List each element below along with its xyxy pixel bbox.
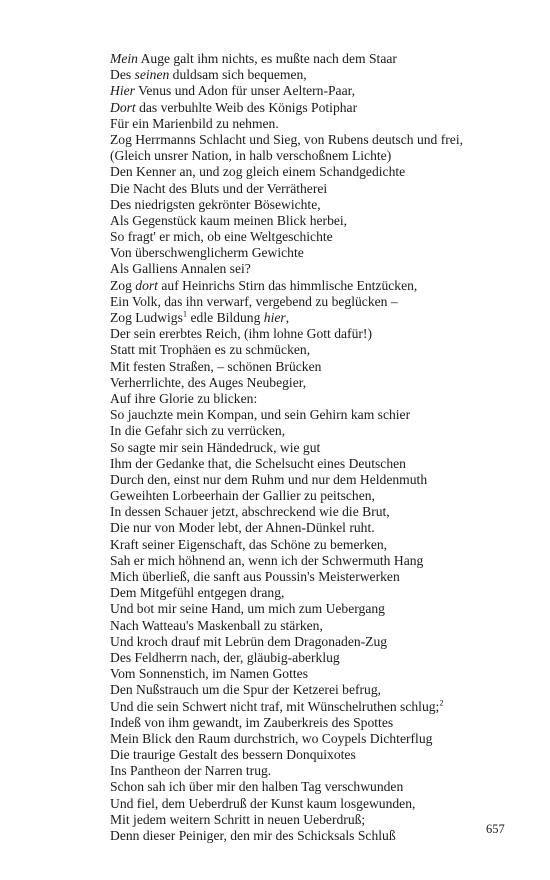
poem-line	[110, 181, 530, 197]
italic-word: dort	[135, 277, 158, 293]
poem-line	[110, 326, 530, 342]
italic-word: hier	[263, 310, 286, 325]
poem-line	[110, 666, 530, 682]
line-text: Den Kenner an, und zog gleich einem Schandgedichte	[110, 164, 406, 180]
line-text: Von überschwenglicherm Gewichte	[110, 245, 304, 261]
footnote-marker: 2	[439, 696, 444, 707]
line-text: Den Nußstrauch um die Spur der Ketzerei befrug,	[110, 682, 382, 698]
line-text: auf Heinrichs Stirn das himmlische Entzücken,	[157, 277, 418, 293]
poem-line	[110, 696, 530, 715]
line-text: Und bot mir seine Hand, um mich zum Uebergang	[110, 601, 385, 617]
poem-line	[110, 747, 530, 763]
poem-line	[110, 569, 530, 585]
line-text: So fragt' er mich, ob eine Weltgeschichte	[110, 229, 333, 245]
poem-line	[110, 634, 530, 650]
line-text: Ihm der Gedanke that, die Schelsucht eines Deutschen	[110, 455, 406, 471]
line-text: Mit festen Straßen, – schönen Brücken	[110, 358, 322, 374]
line-text: Vom Sonnenstich, im Namen Gottes	[110, 666, 308, 682]
line-text: Und die sein Schwert nicht traf, mit Wünschelruthen schlug;	[110, 698, 440, 714]
poem-line	[110, 812, 530, 828]
line-text: In die Gefahr sich zu verrücken,	[110, 423, 286, 439]
poem-line	[110, 488, 530, 504]
poem-line	[110, 342, 530, 358]
poem-line	[110, 197, 530, 213]
poem-line	[110, 229, 530, 245]
poem-line	[110, 601, 530, 617]
poem-text-block	[110, 51, 530, 844]
line-text: Zog Herrmanns Schlacht und Sieg, von Rubens deutsch und frei,	[110, 131, 463, 147]
italic-word: seinen	[134, 67, 170, 83]
line-text: Die nur von Moder lebt, der Ahnen-Dünkel ruht.	[110, 520, 375, 536]
poem-line	[110, 796, 530, 812]
line-text: Durch den, einst nur dem Ruhm und nur dem Heldenmuth	[110, 471, 428, 487]
poem-line	[110, 423, 530, 439]
poem-line	[110, 828, 530, 844]
line-text: ,	[285, 310, 290, 325]
line-text: Statt mit Trophäen es zu schmücken,	[110, 342, 311, 358]
italic-word: Dort	[110, 99, 136, 115]
line-text: Geweihten Lorbeerhain der Gallier zu peitschen,	[110, 488, 375, 504]
poem-line	[110, 391, 530, 407]
poem-line	[110, 779, 530, 795]
page-number: 657	[486, 822, 505, 836]
line-text: Schon sah ich über mir den halben Tag verschwunden	[110, 779, 404, 795]
italic-word: Mein	[110, 51, 138, 66]
poem-line	[110, 682, 530, 698]
line-text: Und kroch drauf mit Lebrün dem Dragonaden-Zug	[110, 633, 388, 649]
line-text: (Gleich unsrer Nation, in halb verschoßnem Lichte)	[110, 148, 392, 164]
line-text: duldsam sich bequemen,	[169, 67, 307, 83]
poem-line	[110, 472, 530, 488]
poem-line	[110, 116, 530, 132]
line-text: Für ein Marienbild zu nehmen.	[110, 115, 279, 131]
line-text: Verherrlichte, des Auges Neubegier,	[110, 374, 307, 390]
line-text: Mit jedem weitern Schritt in neuen Ueberdruß;	[110, 811, 366, 827]
line-text: Der sein ererbtes Reich, (ihm lohne Gott dafür!)	[110, 326, 372, 342]
poem-line	[110, 67, 530, 83]
line-text: Denn dieser Peiniger, den mir des Schicksals Schluß	[110, 828, 396, 843]
poem-line	[110, 51, 530, 67]
poem-line	[110, 407, 530, 423]
poem-line	[110, 132, 530, 148]
poem-line	[110, 537, 530, 553]
line-text: Kraft seiner Eigenschaft, das Schöne zu bemerken,	[110, 536, 388, 552]
poem-line	[110, 520, 530, 536]
poem-line	[110, 650, 530, 666]
poem-line	[110, 359, 530, 375]
poem-line	[110, 310, 530, 326]
poem-line	[110, 261, 530, 277]
line-text: Die traurige Gestalt des bessern Donquixotes	[110, 747, 356, 763]
line-text: Ins Pantheon der Narren trug.	[110, 763, 272, 779]
poem-line	[110, 100, 530, 116]
line-text: Ein Volk, das ihn verwarf, vergebend zu beglücken –	[110, 293, 398, 309]
line-text: das verbuhlte Weib des Königs Potiphar	[135, 99, 358, 115]
footnote-marker: 1	[182, 308, 188, 319]
line-text: Des niedrigsten gekrönter Bösewichte,	[110, 196, 321, 212]
line-text: Als Galliens Annalen sei?	[110, 261, 251, 277]
line-text: edle Bildung	[187, 310, 264, 325]
poem-line	[110, 148, 530, 164]
poem-line	[110, 553, 530, 569]
line-text: Mich überließ, die sanft aus Poussin's Meisterwerken	[110, 569, 400, 584]
line-text: Dem Mitgefühl entgegen drang,	[110, 585, 285, 601]
poem-line	[110, 375, 530, 391]
poem-line	[110, 504, 530, 520]
poem-line	[110, 440, 530, 456]
line-text: In dessen Schauer jetzt, abschreckend wie die Brut,	[110, 504, 390, 520]
poem-line	[110, 715, 530, 731]
line-text: Zog	[110, 277, 136, 293]
poem-line	[110, 213, 530, 229]
poem-line	[110, 83, 530, 99]
poem-line	[110, 245, 530, 261]
poem-line	[110, 763, 530, 779]
poem-line	[110, 294, 530, 310]
line-text: Des Feldherrn nach, der, gläubig-aberklug	[110, 649, 340, 665]
line-text: Nach Watteau's Maskenball zu stärken,	[110, 617, 323, 633]
line-text: Mein Blick den Raum durchstrich, wo Coypels Dichterflug	[110, 730, 433, 746]
line-text: Sah er mich höhnend an, wenn ich der Schwermuth Hang	[110, 552, 424, 568]
poem-line	[110, 456, 530, 472]
poem-line	[110, 618, 530, 634]
line-text: Venus und Adon für unser Aeltern-Paar,	[134, 83, 355, 99]
poem-line	[110, 278, 530, 294]
line-text: So jauchzte mein Kompan, und sein Gehirn kam schier	[110, 407, 411, 423]
poem-line	[110, 164, 530, 180]
poem-line	[110, 585, 530, 601]
line-text: Die Nacht des Bluts und der Verrätherei	[110, 180, 328, 196]
line-text: Indeß von ihm gewandt, im Zauberkreis des Spottes	[110, 714, 394, 730]
line-text: Auge galt ihm nichts, es mußte nach dem Staar	[137, 51, 397, 66]
line-text: Als Gegenstück kaum meinen Blick herbei,	[110, 212, 348, 228]
line-text: Zog Ludwigs	[110, 310, 183, 325]
line-text: Und fiel, dem Ueberdruß der Kunst kaum losgewunden,	[110, 795, 416, 811]
poem-line	[110, 731, 530, 747]
line-text: Des	[110, 67, 135, 83]
line-text: Auf ihre Glorie zu blicken:	[110, 390, 258, 406]
italic-word: Hier	[110, 83, 135, 99]
line-text: So sagte mir sein Händedruck, wie gut	[110, 439, 321, 455]
